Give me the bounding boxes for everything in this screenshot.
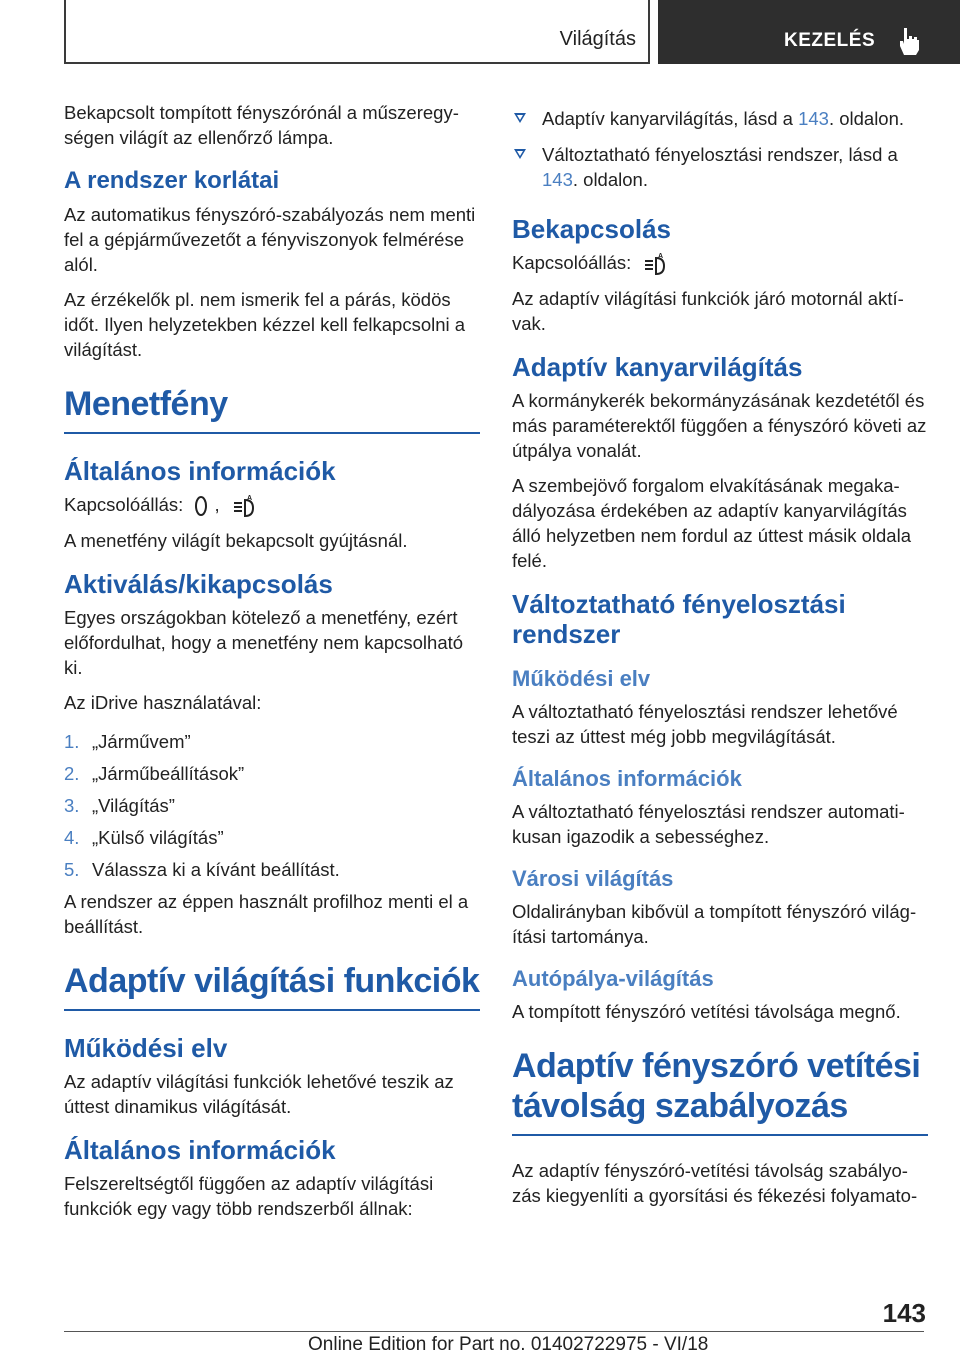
heading-motorway-light: Autópálya-világítás xyxy=(512,966,714,992)
header-chapter-box xyxy=(658,0,960,64)
heading-curve-light: Adaptív kanyarvilágítás xyxy=(512,352,803,383)
svg-text:A: A xyxy=(658,253,664,261)
general-info-right-paragraph: A változtatható fényelosztási rendszer automatikusan igazodik a sebességhez. xyxy=(512,801,905,848)
heading-general-info-2: Általános információk xyxy=(64,1135,336,1166)
heading-general-info-1: Általános információk xyxy=(64,456,336,486)
page-link[interactable]: 143 xyxy=(798,108,829,129)
heading-drl: Menetfény xyxy=(64,385,228,423)
right-column xyxy=(512,100,928,1218)
header-section-title: Világítás xyxy=(559,28,636,50)
heading-activation: Aktiválás/kikapcsolás xyxy=(64,569,333,600)
motorway-light-paragraph: A tompított fényszóró vetítési távolsága megnő. xyxy=(512,1001,901,1023)
curve-paragraph-2: A szembejövő forgalom elvakításának megakadályozása érdekében az adaptív kanyarvilágítás álló helyzetben nem fordul az úttest másik oldala felé. xyxy=(512,475,911,572)
list-item: 5. Válassza ki a kívánt beállítást. xyxy=(64,859,340,881)
bullet-triangle-icon xyxy=(514,149,526,159)
header-chapter-title: KEZELÉS xyxy=(784,30,876,51)
switch-on-paragraph: Az adaptív világítási funkciók járó motornál aktívak. xyxy=(512,288,904,335)
list-item: 3. „Világítás” xyxy=(64,795,175,817)
heading-adaptive-functions: Adaptív világítási funkciók xyxy=(64,962,480,1001)
section-range-control xyxy=(512,1046,928,1136)
range-control-paragraph: Az adaptív fényszóró-vetítési távolság szabályozás kiegyenlíti a gyorsítási és fékezési folyamato- xyxy=(512,1160,918,1207)
section-drl xyxy=(64,384,480,434)
svg-text:A: A xyxy=(246,495,252,503)
heading-switch-on: Bekapcsolás xyxy=(512,214,671,244)
switch-position-line xyxy=(512,250,928,276)
header-section-box xyxy=(64,0,650,64)
page-link[interactable]: 143 xyxy=(542,169,573,190)
limits-paragraph-2: Az érzékelők pl. nem ismerik fel a párás, ködös időt. Ilyen helyzetekben kézzel kell felkapcsolni a világítást. xyxy=(64,289,466,360)
automatic-headlight-icon xyxy=(231,494,257,518)
drl-paragraph: A menetfény világít bekapcsolt gyújtásnál. xyxy=(64,530,408,552)
switch-position-0-icon xyxy=(194,495,208,517)
page-number: 143 xyxy=(882,1298,926,1328)
heading-general-info-right: Általános információk xyxy=(512,766,742,792)
footer-edition: Online Edition for Part no. 01402722975 - VI/18 xyxy=(308,1334,709,1355)
switch-position-label: Kapcsolóállás: xyxy=(64,494,184,515)
switch-separator: , xyxy=(214,494,220,515)
principle-paragraph: Az adaptív világítási funkciók lehetővé teszik az úttest dinamikus világítását. xyxy=(64,1071,454,1118)
heading-variable-distribution: Változtatható fényelosztási rendszer xyxy=(512,589,846,650)
idrive-paragraph: Az iDrive használatával: xyxy=(64,692,262,714)
section-adaptive xyxy=(64,961,480,1011)
footer-divider xyxy=(64,1331,924,1332)
city-light-paragraph: Oldalirányban kibővül a tompított fényszóró világítási tartománya. xyxy=(512,901,917,948)
heading-range-control: Adaptív fényszóró vetítési távolság szabályozás xyxy=(512,1047,921,1126)
limits-paragraph-1: Az automatikus fényszóró-szabályozás nem menti fel a gépjárművezetőt a fényviszonyok felmérése alól. xyxy=(64,204,476,275)
adaptive-systems-list xyxy=(512,106,928,192)
curve-paragraph-1: A kormánykerék bekormányzásának kezdetétől és más paraméterektől függően a fényszóró követi az útpálya vonalát. xyxy=(512,390,927,462)
intro-paragraph: Bekapcsolt tompított fényszórónál a műszeregységen világít az ellenőrző lámpa. xyxy=(64,102,459,148)
hand-pointer-icon xyxy=(896,26,922,56)
left-column xyxy=(64,100,480,1231)
bullet-triangle-icon xyxy=(514,113,526,123)
list-item: 2. „Járműbeállítások” xyxy=(64,763,245,785)
heading-principle-right: Működési elv xyxy=(512,666,651,692)
heading-system-limits: A rendszer korlátai xyxy=(64,167,280,194)
list-item: 4. „Külső világítás” xyxy=(64,827,224,849)
heading-principle: Működési elv xyxy=(64,1033,228,1064)
automatic-headlight-icon xyxy=(642,252,668,276)
heading-city-light: Városi világítás xyxy=(512,866,674,892)
profile-paragraph: A rendszer az éppen használt profilhoz menti el a beállítást. xyxy=(64,891,469,938)
general-info-paragraph: Felszereltségtől függően az adaptív világítási funkciók egy vagy több rendszerből állnak: xyxy=(64,1173,434,1220)
list-item: Adaptív kanyarvilágítás, lásd a 143. oldalon. xyxy=(512,106,928,131)
principle-right-paragraph: A változtatható fényelosztási rendszer lehetővé teszi az úttest még jobb megvilágítását. xyxy=(512,701,898,748)
list-item: 1. „Járművem” xyxy=(64,731,191,753)
switch-position-line xyxy=(64,492,480,518)
idrive-steps xyxy=(64,729,480,882)
list-item: Változtatható fényelosztási rendszer, lásd a 143. oldalon. xyxy=(512,142,928,192)
activation-paragraph: Egyes országokban kötelező a menetfény, ezért előfordulhat, hogy a menetfény nem kapcsolható ki. xyxy=(64,607,464,679)
switch-position-label: Kapcsolóállás: xyxy=(512,252,632,273)
